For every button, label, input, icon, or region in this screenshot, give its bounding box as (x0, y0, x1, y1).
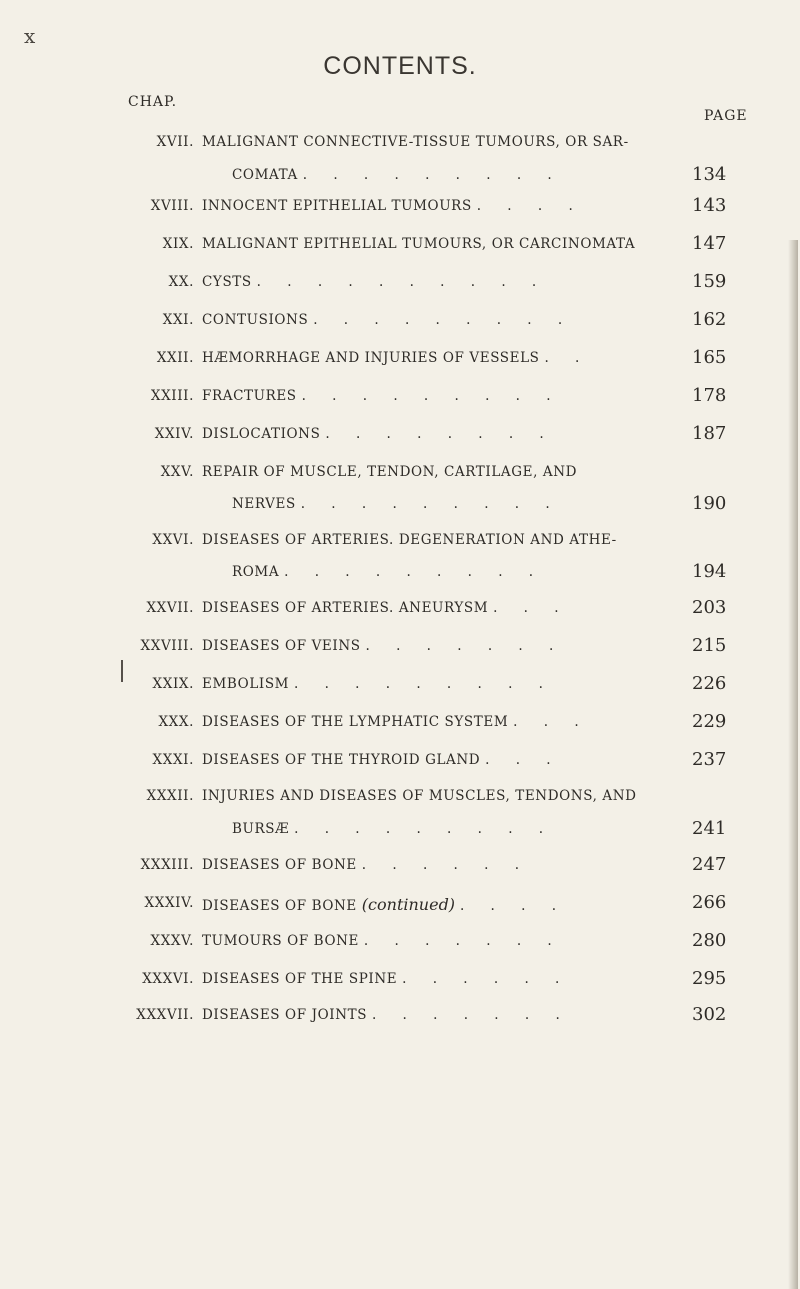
page-title: CONTENTS. (323, 52, 477, 80)
chapter-title (202, 236, 635, 252)
chapter-number: XVIII. (150, 198, 194, 214)
leader-dots: . . . . . . . . . (294, 676, 554, 692)
page-ref: 237 (692, 749, 727, 770)
chapter-number: XXXIV. (144, 895, 194, 911)
chapter-title-text: DISEASES OF JOINTS (202, 1007, 368, 1023)
chapter-title-text: DISEASES OF THE LYMPHATIC SYSTEM (202, 714, 509, 730)
page-ref: 190 (692, 493, 727, 514)
leader-dots: . . . . . . . . . (294, 821, 555, 837)
chapter-title (202, 638, 564, 654)
page-ref: 203 (692, 597, 727, 618)
chapter-number: XXVI. (152, 532, 194, 548)
chapter-title-text: MALIGNANT EPITHELIAL TUMOURS, OR CARCINOMATA (202, 236, 636, 252)
chapter-title-text: DISEASES OF BONE (202, 898, 357, 914)
chapter-title (202, 1007, 571, 1023)
chapter-number: XIX. (162, 236, 194, 252)
leader-dots: . . . . . . . . . (301, 388, 562, 404)
chapter-number: XXVIII. (140, 638, 194, 654)
chapter-title-text: BURSÆ (232, 821, 290, 837)
page-ref: 226 (692, 673, 727, 694)
chapter-title-text: DISEASES OF THE THYROID GLAND (202, 752, 481, 768)
chapter-number: XXIX. (152, 676, 194, 692)
leader-dots: . . . . (459, 898, 567, 914)
leader-dots: . . . . . . (361, 857, 531, 873)
chapter-number: XXIII. (150, 388, 194, 404)
chapter-number: XVII. (156, 134, 194, 150)
page-ref: 266 (692, 892, 727, 913)
chapter-title (202, 714, 590, 730)
chapter-title-text: INJURIES AND DISEASES OF MUSCLES, TENDONS, AND (202, 788, 637, 804)
leader-dots: . . . . . . . . . (300, 496, 561, 512)
page-ref: 134 (692, 164, 727, 185)
chapter-title-text: HÆMORRHAGE AND INJURIES OF VESSELS (202, 350, 540, 366)
page-ref: 194 (692, 561, 727, 582)
chapter-title-text: DISEASES OF BONE (202, 857, 357, 873)
chapter-title-text: DISEASES OF VEINS (202, 638, 361, 654)
page-number: x (24, 24, 36, 48)
chapter-title-text: NERVES (232, 496, 296, 512)
page-ref: 178 (692, 385, 727, 406)
chapter-title-continued (232, 496, 561, 512)
chap-column-header: CHAP. (128, 94, 178, 110)
chapter-number: XXV. (160, 464, 194, 480)
chapter-title-text: DISEASES OF THE SPINE (202, 971, 398, 987)
chapter-title-text: TUMOURS OF BONE (202, 933, 359, 949)
chapter-title-text: EMBOLISM (202, 676, 290, 692)
page-ref: 143 (692, 195, 727, 216)
leader-dots: . . . . . . . . (325, 426, 555, 442)
chapter-number: XXVII. (146, 600, 194, 616)
chapter-title (202, 788, 637, 804)
chapter-title-text: MALIGNANT CONNECTIVE-TISSUE TUMOURS, OR SAR- (202, 134, 629, 150)
chapter-title-text: COMATA (232, 167, 298, 183)
chapter-title (202, 532, 617, 548)
chapter-title-text: INNOCENT EPITHELIAL TUMOURS (202, 198, 472, 214)
page-ref: 302 (692, 1004, 727, 1025)
chapter-number: XXXV. (150, 933, 194, 949)
chapter-title (202, 600, 570, 616)
page-ref: 165 (692, 347, 727, 368)
chapter-title (202, 274, 547, 290)
chapter-number: XXX. (158, 714, 194, 730)
page-ref: 247 (692, 854, 727, 875)
leader-dots: . . (544, 350, 591, 366)
chapter-title (202, 676, 554, 692)
chapter-number: XXI. (162, 312, 194, 328)
page-edge-shadow (788, 240, 798, 1289)
chapter-title-text: ROMA (232, 564, 280, 580)
chapter-title-continued (232, 564, 544, 580)
chapter-number: XXIV. (154, 426, 194, 442)
chapter-title-text: CYSTS (202, 274, 252, 290)
chapter-title (202, 971, 570, 987)
leader-dots: . . . . . . . (371, 1007, 571, 1023)
page-ref: 159 (692, 271, 727, 292)
chapter-title-continued (232, 821, 554, 837)
chapter-number: XXXVII. (136, 1007, 194, 1023)
chapter-title (202, 426, 555, 442)
page-ref: 229 (692, 711, 727, 732)
leader-dots: . . . . . . . . . (302, 167, 563, 183)
chapter-title (202, 350, 590, 366)
leader-dots: . . . (493, 600, 570, 616)
page-ref: 295 (692, 968, 727, 989)
chapter-title (202, 312, 573, 328)
chapter-title-italic: (continued) (361, 895, 456, 914)
chapter-number: XXXIII. (140, 857, 194, 873)
chapter-title-continued (232, 167, 563, 183)
chapter-title-text: CONTUSIONS (202, 312, 309, 328)
chapter-title-text: REPAIR OF MUSCLE, TENDON, CARTILAGE, AND (202, 464, 578, 480)
margin-bracket (121, 660, 123, 682)
leader-dots: . . . . . . . . . (284, 564, 545, 580)
leader-dots: . . . . . . . . . . (256, 274, 548, 290)
leader-dots: . . . . . . (402, 971, 571, 987)
page-ref: 280 (692, 930, 727, 951)
chapter-title (202, 752, 562, 768)
leader-dots: . . . (485, 752, 562, 768)
page-ref: 147 (692, 233, 727, 254)
leader-dots: . . . . . . . (365, 638, 565, 654)
chapter-number: XX. (168, 274, 194, 290)
chapter-number: XXXII. (146, 788, 194, 804)
chapter-title (202, 134, 629, 150)
chapter-title (202, 933, 563, 949)
chapter-title (202, 895, 567, 914)
page-ref: 187 (692, 423, 727, 444)
chapter-title-text: DISLOCATIONS (202, 426, 321, 442)
chapter-title (202, 198, 584, 214)
leader-dots: . . . (513, 714, 590, 730)
chapter-title-text: FRACTURES (202, 388, 297, 404)
chapter-title (202, 464, 577, 480)
page-column-header: PAGE (704, 108, 748, 124)
leader-dots: . . . . . . . (363, 933, 563, 949)
chapter-title (202, 388, 562, 404)
chapter-title (202, 857, 530, 873)
chapter-number: XXXVI. (142, 971, 194, 987)
chapter-title-text: DISEASES OF ARTERIES. ANEURYSM (202, 600, 489, 616)
page-ref: 241 (692, 818, 727, 839)
chapter-number: XXXI. (152, 752, 194, 768)
leader-dots: . . . . . . . . . (313, 312, 574, 328)
page-ref: 162 (692, 309, 727, 330)
leader-dots: . . . . (476, 198, 584, 214)
chapter-number: XXII. (156, 350, 194, 366)
chapter-title-text: DISEASES OF ARTERIES. DEGENERATION AND ATHE- (202, 532, 617, 548)
page-ref: 215 (692, 635, 727, 656)
